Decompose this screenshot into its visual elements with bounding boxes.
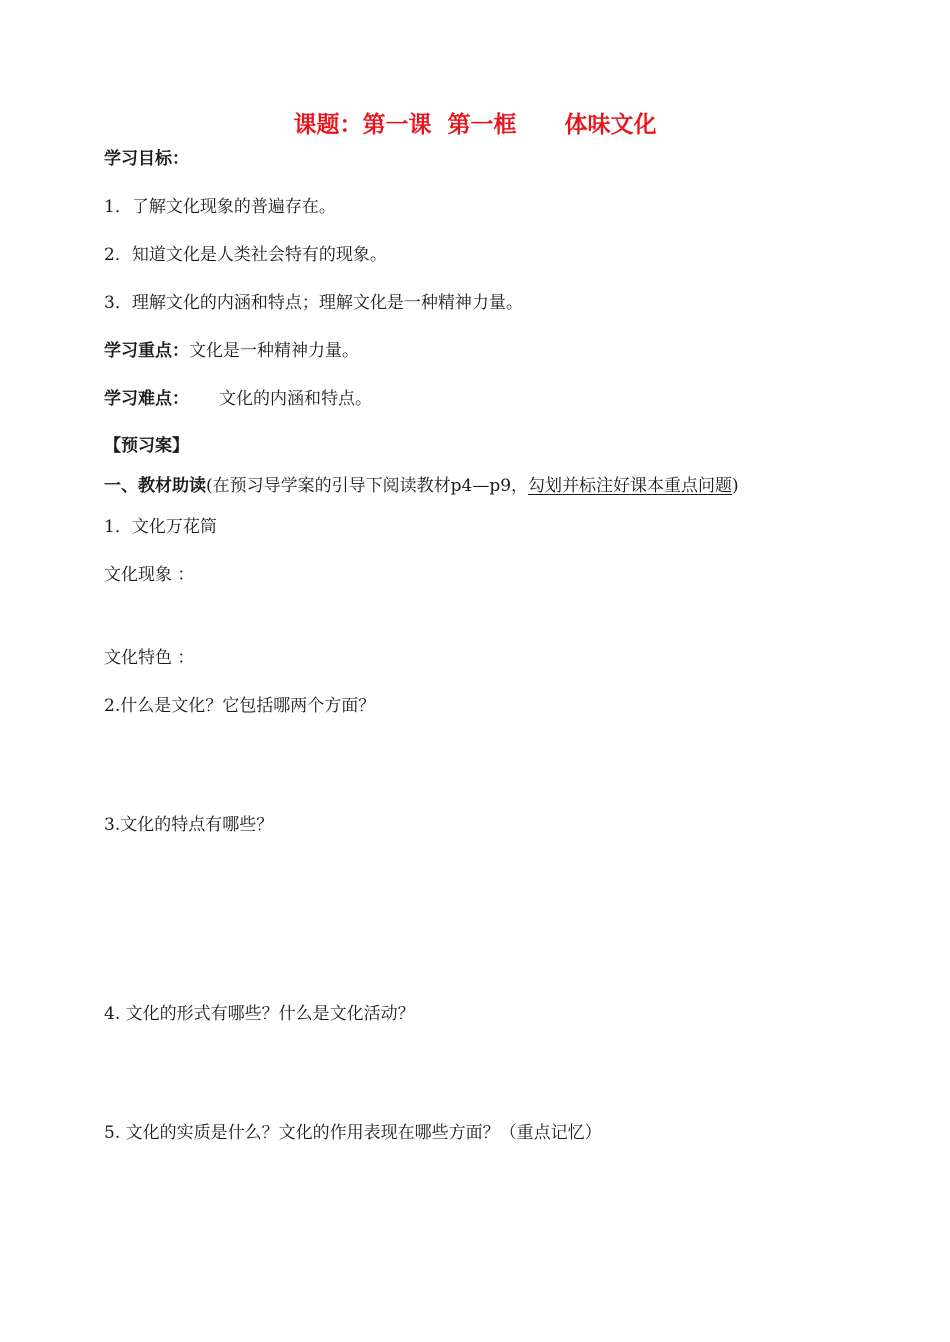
question-4: 4. 文化的形式有哪些？什么是文化活动？ — [104, 1004, 415, 1024]
section1-heading: 一、教材助读 — [104, 476, 206, 496]
objectives-heading: 学习目标： — [104, 149, 189, 169]
objective-item-3: 3．理解文化的内涵和特点；理解文化是一种精神力量。 — [104, 293, 523, 313]
key-point-line — [104, 340, 359, 362]
key-point-text: 文化是一种精神力量。 — [189, 341, 359, 361]
question-5: 5. 文化的实质是什么？文化的作用表现在哪些方面？（重点记忆） — [104, 1123, 602, 1143]
objective-item-2: 2．知道文化是人类社会特有的现象。 — [104, 245, 387, 265]
question-3: 3.文化的特点有哪些？ — [104, 815, 274, 835]
difficulty-line — [104, 388, 372, 410]
preview-heading: 【预习案】 — [104, 436, 189, 456]
section1-note-close: ) — [732, 476, 739, 496]
question-1-features: 文化特色 ： — [104, 648, 195, 668]
question-1: 1．文化万花筒 — [104, 517, 217, 537]
section1-note-underlined: 勾划并标注好课本重点问题 — [528, 476, 733, 496]
section1-note-open: (在预习导学案的引导下阅读教材p4—p9， — [206, 476, 529, 496]
difficulty-label: 学习难点： — [104, 389, 189, 409]
difficulty-text: 文化的内涵和特点。 — [219, 389, 372, 409]
section1-line — [104, 475, 739, 497]
page-title: 课题：第一课 第一框 体味文化 — [293, 112, 657, 138]
question-1-phenomenon: 文化现象 ： — [104, 565, 195, 585]
question-2: 2.什么是文化？它包括哪两个方面？ — [104, 696, 376, 716]
objective-item-1: 1．了解文化现象的普遍存在。 — [104, 197, 336, 217]
key-point-label: 学习重点： — [104, 341, 189, 361]
